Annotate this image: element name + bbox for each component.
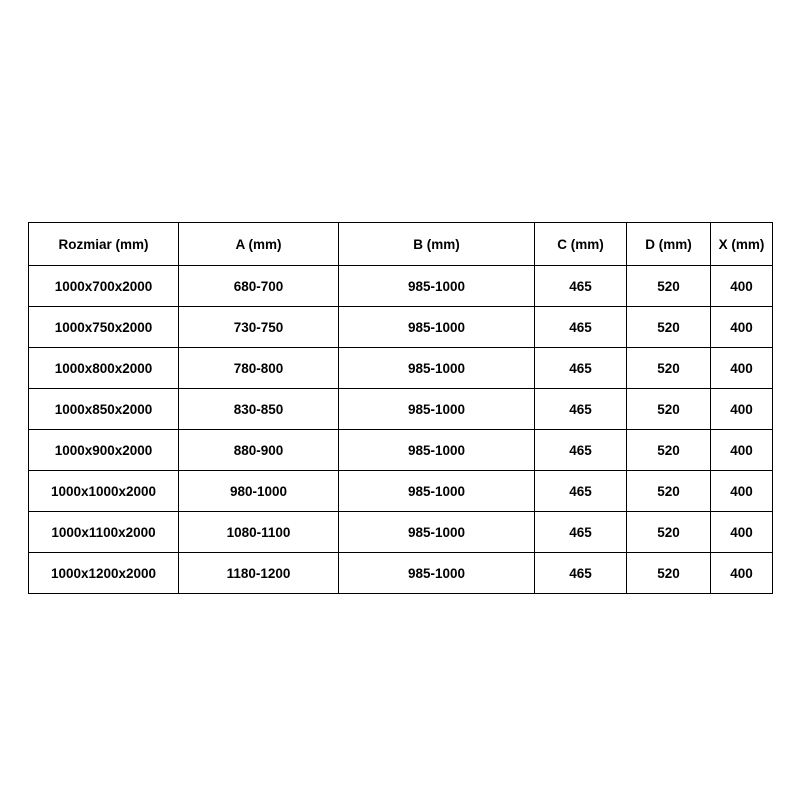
cell-c: 465 <box>535 266 627 307</box>
column-header-c: C (mm) <box>535 223 627 266</box>
cell-b: 985-1000 <box>339 471 535 512</box>
column-header-b: B (mm) <box>339 223 535 266</box>
table-row <box>29 307 773 348</box>
cell-a: 780-800 <box>179 348 339 389</box>
cell-x: 400 <box>711 348 773 389</box>
cell-d: 520 <box>627 512 711 553</box>
table-row <box>29 348 773 389</box>
specification-table-container <box>28 222 772 594</box>
cell-d: 520 <box>627 348 711 389</box>
cell-a: 980-1000 <box>179 471 339 512</box>
cell-a: 730-750 <box>179 307 339 348</box>
cell-rozmiar: 1000x700x2000 <box>29 266 179 307</box>
cell-rozmiar: 1000x1100x2000 <box>29 512 179 553</box>
cell-c: 465 <box>535 553 627 594</box>
cell-x: 400 <box>711 512 773 553</box>
cell-rozmiar: 1000x1200x2000 <box>29 553 179 594</box>
cell-c: 465 <box>535 389 627 430</box>
cell-d: 520 <box>627 266 711 307</box>
cell-x: 400 <box>711 389 773 430</box>
table-row <box>29 553 773 594</box>
cell-c: 465 <box>535 348 627 389</box>
cell-d: 520 <box>627 471 711 512</box>
cell-b: 985-1000 <box>339 430 535 471</box>
cell-b: 985-1000 <box>339 266 535 307</box>
table-row <box>29 512 773 553</box>
column-header-d: D (mm) <box>627 223 711 266</box>
cell-b: 985-1000 <box>339 389 535 430</box>
cell-b: 985-1000 <box>339 553 535 594</box>
column-header-rozmiar: Rozmiar (mm) <box>29 223 179 266</box>
cell-d: 520 <box>627 389 711 430</box>
cell-rozmiar: 1000x850x2000 <box>29 389 179 430</box>
cell-b: 985-1000 <box>339 307 535 348</box>
cell-x: 400 <box>711 430 773 471</box>
cell-d: 520 <box>627 430 711 471</box>
cell-d: 520 <box>627 553 711 594</box>
cell-x: 400 <box>711 307 773 348</box>
table-row <box>29 430 773 471</box>
column-header-a: A (mm) <box>179 223 339 266</box>
cell-a: 880-900 <box>179 430 339 471</box>
cell-b: 985-1000 <box>339 512 535 553</box>
cell-x: 400 <box>711 266 773 307</box>
column-header-x: X (mm) <box>711 223 773 266</box>
cell-a: 680-700 <box>179 266 339 307</box>
cell-rozmiar: 1000x750x2000 <box>29 307 179 348</box>
table-row <box>29 389 773 430</box>
cell-rozmiar: 1000x1000x2000 <box>29 471 179 512</box>
cell-rozmiar: 1000x800x2000 <box>29 348 179 389</box>
cell-x: 400 <box>711 471 773 512</box>
table-body <box>29 266 773 594</box>
cell-b: 985-1000 <box>339 348 535 389</box>
cell-c: 465 <box>535 512 627 553</box>
cell-d: 520 <box>627 307 711 348</box>
specification-table <box>28 222 773 594</box>
cell-a: 1080-1100 <box>179 512 339 553</box>
cell-x: 400 <box>711 553 773 594</box>
cell-a: 830-850 <box>179 389 339 430</box>
cell-a: 1180-1200 <box>179 553 339 594</box>
table-row <box>29 266 773 307</box>
table-header <box>29 223 773 266</box>
cell-rozmiar: 1000x900x2000 <box>29 430 179 471</box>
cell-c: 465 <box>535 307 627 348</box>
cell-c: 465 <box>535 471 627 512</box>
table-header-row <box>29 223 773 266</box>
cell-c: 465 <box>535 430 627 471</box>
table-row <box>29 471 773 512</box>
